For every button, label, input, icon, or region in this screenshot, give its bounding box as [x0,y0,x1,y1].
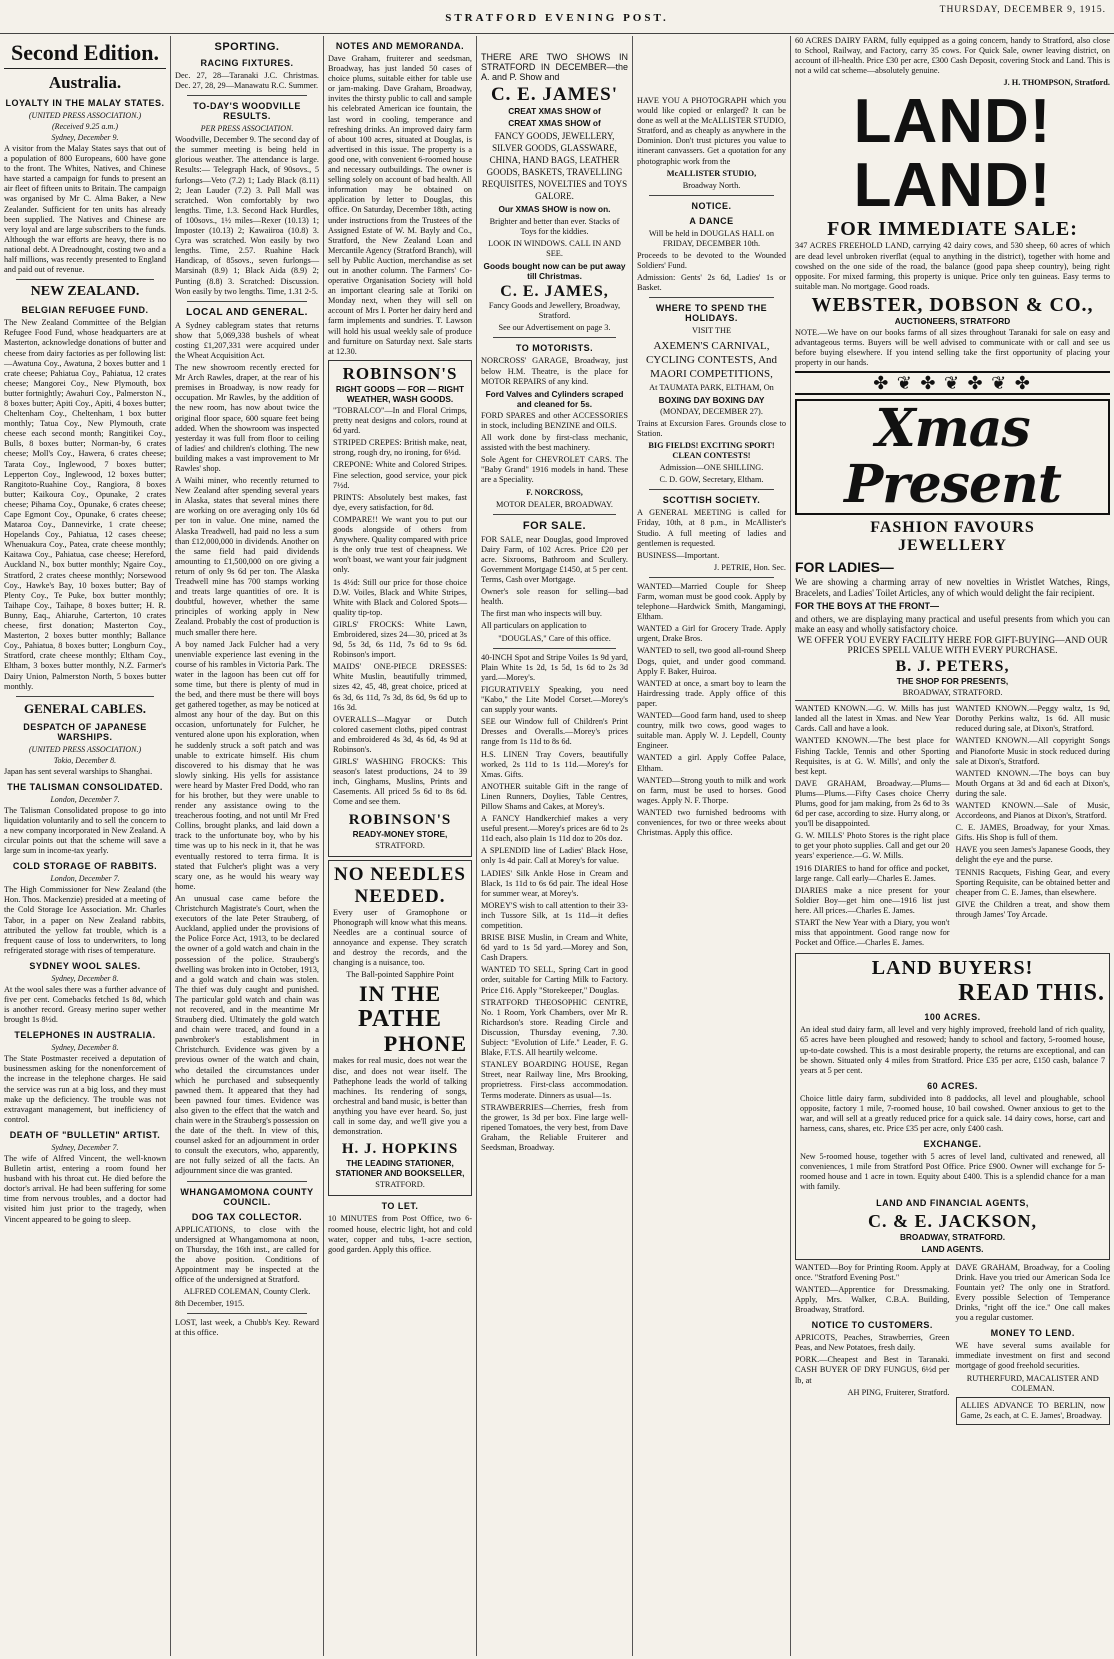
advert-line: The Ball-pointed Sapphire Point [346,970,454,980]
advert-subtitle: READY-MONEY STORE, [352,828,448,839]
jackson-name: C. & E. JACKSON, [867,1210,1037,1231]
acres60-body: Choice little dairy farm, subdivided into 8 paddocks, all level and ploughable, school opposite, factory 1 mile, 7-roomed house, 10 bail cowshed. Owner anxious to get to the war, and will sell at a greatly reduced price for a quick sale. 14 dairy cows, horse, cart and harness, cans, shares, etc. Price £35 per acre, only £400 cash. [800,1093,1105,1134]
fixtures-body: Dec. 27, 28—Taranaki J.C. Christmas. Dec. 27, 28, 29—Manawatu R.C. Summer. [175,71,319,91]
forsale-douglas: "DOUGLAS," Care of this office. [498,633,611,643]
article-heading: COLD STORAGE OF RABBITS. [12,861,158,872]
wanted-ad: WANTED at once, a smart boy to learn the Hairdressing trade. Apply office of this paper. [637,678,786,708]
wanted-known-right [956,704,1111,950]
ornament-border: ✤ ❦ ✤ ❦ ✤ ❦ ✤ [795,371,1110,395]
wanted-boy: WANTED—Boy for Printing Room. Apply at once. "Stratford Evening Post." [795,1262,950,1282]
advert-body: Every user of Gramophone or Phonograph will know what this means. Needles are a continual source of annoyance and expense. They scratch and destroy the records, and the changing is a nuisance, too. [333,907,467,968]
column-3 [324,36,476,1656]
bottom-right [956,1263,1111,1428]
forsale-first: The first man who inspects will buy. [481,609,602,619]
notice-body: APPLICATIONS, to close with the undersigned at Whangamomona at noon, on Thursday, the 16th inst., are called for the above position. Conditions of Appointment may be inspected at the office of the undersigned at Stratford. [175,1224,319,1285]
advert-title: NO NEEDLES NEEDED. [334,863,466,907]
boys-head: FOR THE BOYS AT THE FRONT— [795,600,939,611]
classified-ad: MOREY'S wish to call attention to their 33-inch Tussore Silk, at 1s 11d—it defies competition. [481,900,628,930]
tolet-body: 10 MINUTES from Post Office, two 6-roomed house, electric light, hot and cold water, copper and tubs, 1-acre section, good garden. Apply this office. [328,1214,472,1254]
advert-title: H. J. HOPKINS [341,1141,459,1158]
acres60-head: 60 ACRES. [927,1080,978,1091]
holidays-heading: WHERE TO SPEND THE HOLIDAYS. [655,303,768,324]
local-paragraph: The new showroom recently erected for Mr Arch Rawles, draper, at the rear of his premises in Broadway, is now ready for occupation. Mr Rawles, by the addition of the new room, has now about twice the original floor space, 600 square feet being added. When the showroom was inspected yesterday it was full from floor to ceiling of ladies' and children's clothing. The new building makes a vast improvement to Mr Rawles' shop. [175,363,319,473]
wanted-known-ad: G. W. MILLS' Photo Stores is the right place to get your photo supplies. Call and get our 20 years' experience.—G. W. Mills. [795,831,950,861]
article-body: Woodville, December 9. The second day of the summer meeting is being held in glorious weather. The attendance is large. Results:— Telegraph Hack, of 90sovs., 5 furlongs—Veto (7.2) 1; Lady Black (8.11) 2; Jean Lauder (7.2) 3. Pall Mall was scratched. Won comfortably by two lengths. Time, 1.3. Second Hack Hurdles, of 100sovs., 1½ miles—Rexer (10.13) 1; Imposter (10.13) 2; Kawaiiroa (10.8) 3. Cyra was scratched. Won easily by two lengths. Time, 2.57. Ruahine Hack Handicap, of 85sovs., seven furlongs—Marsinah (8.9) 1; Black Aida (8.9) 2; Punting (8.8) 3. Scratched: Discussion. Won easily by two lengths. Time, 1.31 2-5. [175,135,319,296]
column-2 [171,36,323,1656]
advert-body: makes for real music, does not wear the disc, and does not wear itself. The Pathephone leads the world of talking machines. Its rendering of songs, orchestral and band music, is better than anything you have ever heard. So, just call in some day, and we'll give you a demonstration. [333,1056,467,1137]
wanted-ad: WANTED to sell, two good all-round Sheep Dogs, quiet, and under good command. Apply F. Baker, Huiroa. [637,646,786,676]
acres100-head: 100 ACRES. [924,1012,981,1023]
scottish-business: BUSINESS—Important. [637,550,720,560]
forsale-owner: Owner's sole reason for selling—bad health. [481,587,628,607]
notice-heading: NOTICE. [691,200,732,211]
holidays-carnival: AXEMEN'S CARNIVAL, CYCLING CONTESTS, And MAORI COMPETITIONS, [645,339,778,380]
classified-ad: ANOTHER suitable Gift in the range of Linen Runners, Doylies, Table Centres, Pillow Shams and Cakes, at Morey's. [481,781,628,811]
article-heading: DESPATCH OF JAPANESE WARSHIPS. [23,721,147,742]
wanted-known-ad: WANTED KNOWN.—The boys can buy Mouth Organs at 3d and 6d each at Dixon's, during the sale. [955,768,1110,798]
wanted-ad: WANTED a Girl for Grocery Trade. Apply urgent, Drake Bros. [637,624,786,644]
classified-ad: STANLEY BOARDING HOUSE, Regan Street, near Railway line, Mrs Brooking, proprietress. First-class accommodation. Terms moderate. Dinners as usual—1s. [481,1060,628,1100]
wanted-known-ad: TENNIS Racquets, Fishing Gear, and every Sporting Requisite, can be obtained better and cheaper from C. E. James, than elsewhere. [955,867,1110,897]
classified-ad: WANTED TO SELL, Spring Cart in good order, suitable for Carting Milk to Factory. Price £16. Apply "Storekeeper," Douglas. [481,965,628,995]
norcross-spares: FORD SPARES and other ACCESSORIES in stock, including BENZINE and OILS. [481,410,628,430]
article-heading: LOYALTY IN THE MALAY STATES. [5,98,165,108]
article-heading: TELEPHONES IN AUSTRALIA. [14,1030,156,1041]
dateline: London, December 7. [50,794,120,804]
scottish-body: A GENERAL MEETING is called for Friday, 10th, at 8 p.m., in McAllister's Studio. A full meeting of ladies and gentlemen is requested. [637,508,786,548]
exchange-body: New 5-roomed house, together with 5 acres of level land, cultivated and renewed, all conveniences, 1 mile from Stratford Post Office. Price £900. Owner will exchange for 5-roomed house and 1 acre in town. Equity about £400. This is a splendid chance for a man with family. [800,1152,1105,1192]
webster-role: AUCTIONEERS, STRATFORD [894,315,1011,326]
dateline: Sydney, December 8. [51,973,119,983]
article-body: The New Zealand Committee of the Belgian Refugee Food Fund, whose headquarters are at Masterton, acknowledge donations of butter and cheese from dairy factories as per following list:—Awatuna Coy., Awatuna, 2 boxes butter and 1 crate cheese; Pahiatua Coy., Pahiatua, 12 crates cheese; Mangorei Coy., New Plymouth, box butter fortnightly; Awahuri Coy., Palmerston N., 8 boxes butter; Apiti Coy., Apiti, 4 boxes butter; Cheltenham Coy., Cheltenham, 1 box butter monthly; Tatua Coy., New Plymouth, crate cheese each second month; Rangitikei Coy., Bulls, 8 boxes butter; Norman-by, 6 crates cheese; Moll's Coy., Hawera, 6 crates cheese; Tarata Coy., Inglewood, 7 boxes butter; Lepperton Coy., Inglewood, 12 boxes butter; Rangitoto-Ruahine Coy., Rangiora, 8 boxes butter; Kaikoura Coy., Opunake, 2 crates cheese; Pihama Coy., Opunake, 6 crates cheese; Cape Egmont Coy., Opunake, 6 crates cheese; Mataroa Coy., Dannevirke, 1 crate cheese; Hopelands Coy., Pahiatua, 12 cases cheese; Whenuakura Coy., Patea, crate cheese monthly; Kaitawa Coy., Pahiatua, case cheese; Hereford, Auckland N., box butter monthly; Ngaire Coy., Stratford, 2 crates cheese monthly; Norsewood Coy., Hawke's Bay, 10 boxes butter; Bay of Plenty Coy., Te Puke, box butter monthly; Taihape Coy., Taihape, 8 boxes butter; H. R. Bunny, Eaq., Ahiaruhe, Carterton, 10 crates cheese, first donation; Masterton Coy., Masterton, 2 boxes butter monthly; Ballance Coy., Pahiatua, 8 boxes butter; Longburn Coy., Stratford, crate cheese monthly; Eltham Coy., Eltham, 3 boxes butter monthly, N.Z. Farmer's Dairy Union, Palmerston North, 5 boxes butter monthly. [4,318,166,691]
dateline: London, December 7. [50,874,120,884]
peters-name: B. J. PETERS, [895,657,1010,675]
boys-body: and others, we are displaying many practical and useful presents from which you can make an easy and wholly satisfactory choice. [795,613,1110,634]
classified-ad: A FANCY Handkerchief makes a very useful present.—Morey's prices are 6d to 2s 11d each, also plain 1s 11d doz to 20s doz. [481,814,628,844]
wanted-list [637,582,786,838]
wanted-ad: WANTED—Strong youth to milk and work on farm, must be used to horses. Good wages. Apply N. F. Thorpe. [637,775,786,805]
james-see: See our Advertisement on page 3. [498,323,611,333]
dance-heading: A DANCE [689,215,734,226]
australia-heading: Australia. [48,73,122,92]
article-heading: BELGIAN REFUGEE FUND. [21,305,149,316]
james-stocks: Brighter and better than ever. Stacks of Toys for the kiddies. [489,216,620,236]
article-body: The Talisman Consolidated propose to go into liquidation voluntarily and to sell the concern to a new company incorporated in New Zealand. A circular points out that the scheme will save a large sum in income-tax yearly. [4,805,166,856]
article-body: The High Commissioner for New Zealand (the Hon. Thos. Mackenzie) presided at a meeting of the Cold Storage Ice Association. Mr. Charles Tabor, in a paper on New Zealand rabbits, attributed the yellow fat trouble, which is a frequent cause of loss to underwriters, to long refrigerated storage with rises of temperature. [4,885,166,955]
robinson-item: COMPARE!! We want you to put our goods alongside of others from Anywhere. Quality compared with price is the only true test of cheapness. We won't boast, we want your fair judgment only. [333,514,467,575]
money-sign: RUTHERFURD, MACALISTER AND COLEMAN. [966,1373,1099,1393]
scottish-heading: SCOTTISH SOCIETY. [662,495,761,506]
james-name: C. E. JAMES' [490,84,619,106]
holidays-trains: Trains at Excursion Fares. Grounds close to Station. [637,418,786,438]
advert-subtitle: RIGHT GOODS — FOR — RIGHT WEATHER, WASH GOODS. [335,383,465,404]
robinson-item: OVERALLS—Magyar or Dutch colored casement cloths, piped contrast and embroidered 4s 3d, 4s 6d, 4s 9d at Robinson's. [333,714,467,754]
buyers-read: READ THIS. [958,980,1105,1007]
classified-ad: LADIES' Silk Ankle Hose in Cream and Black, 1s 11d to 6s 6d pair. The ideal Hose for summer wear, at Morey's. [481,868,628,898]
article-body: At the wool sales there was a further advance of five per cent. Comebacks fetched 1s 8d, which is another record. Greasy merino super wether brought 1s 8½d. [4,984,166,1025]
press-source: (UNITED PRESS ASSOCIATION.) [28,111,142,120]
james-look: LOOK IN WINDOWS. CALL IN AND SEE. [488,238,621,258]
james-put-away: Goods bought now can be put away till Christmas. [483,260,626,282]
acres100-body: An ideal stud dairy farm, all level and very highly improved, freehold land of rich quality, 65 acres have been ploughed and resowed; handy to school and factory, 5-roomed house, up-to-date cowshed. This is a most desirable property, the returns are exceptional, and can be shown. Situated only 4 miles from Stratford. Price £35 per acre, £150 cash, balance 7 years at 5 per cent. [800,1025,1105,1075]
notice-customers-head: NOTICE TO CUSTOMERS. [811,1320,933,1331]
notes-heading: NOTES AND MEMORANDA. [335,41,465,51]
received-time: (Received 9.25 a.m.) [52,122,118,131]
article-body: The State Postmaster received a deputation of businessmen asking for the nonenforcement of the increase in the telephone charges. He said the service was run at a big loss, and they must make up the deficiency. The trouble was not extravagant management, but inefficiency of control. [4,1054,166,1124]
article-heading: SYDNEY WOOL SALES. [29,960,141,971]
sporting-heading: SPORTING. [214,41,280,53]
pork-sign: AH PING, Fruiterer, Stratford. [847,1387,950,1397]
dance-body: Will be held in DOUGLAS HALL on FRIDAY, DECEMBER 10th. [648,228,775,248]
robinson-advert [328,360,472,857]
photo-body: HAVE YOU A PHOTOGRAPH which you would like copied or enlarged? It can be done as well at the McALLISTER STUDIO, Stratford, and as cheaply as anywhere in the Dominion. Don't trust pictures you value to itinerant canvassers. Get a quotation for any photographic work from the [637,96,786,166]
classified-ad: H.S. LINEN Tray Covers, beautifully worked, 2s 11d to 1s 11d.—Morey's for Xmas. Gifts. [481,749,628,779]
wanted-ad: WANTED two furnished bedrooms with conveniences, for two or three weeks about Christmas. Apply this office. [637,807,786,838]
buyers-head: LAND BUYERS! [871,957,1034,980]
motorists-heading: TO MOTORISTS. [515,343,594,354]
exchange-head: EXCHANGE. [923,1139,982,1150]
robinson-item: PRINTS: Absolutely best makes, fast dye, every satisfaction, for 8d. [333,492,467,512]
robinson-item: STRIPED CREPES: British make, neat, strong, rough dry, no ironing, for 6½d. [333,438,467,458]
for-ladies: FOR LADIES— [795,559,894,576]
dateline: Sydney, December 8. [51,1043,119,1053]
wanted-ad: WANTED a girl. Apply Coffee Palace, Eltham. [637,753,786,773]
advert-line: IN THE [358,981,441,1007]
holidays-at: At TAUMATA PARK, ELTHAM, On [649,382,774,392]
peters-addr: BROADWAY, STRATFORD. [902,688,1003,698]
bottom-adverts [795,1263,1110,1428]
robinson-item: MAIDS' ONE-PIECE DRESSES: White Muslin, beautifully trimmed, sizes 42, 45, 48, great choice, priced at 6s 3d, 6s 11d, 7s 3d, 8s 6d, 9s 6d up to 16s 3d. [333,662,467,712]
robinson-item: 1s 4½d: Still our price for those choice D.W. Voiles, Black and White Stripes, White with Black and Colored Spots—quality tip-top. [333,577,467,617]
landagents-head: LAND AND FINANCIAL AGENTS, [876,1197,1029,1208]
press-source: PER PRESS ASSOCIATION. [200,124,294,134]
cables-heading: GENERAL CABLES. [23,700,147,716]
column-1 [0,36,170,1656]
wanted-known-ad: DAVE GRAHAM, Broadway.—Plums—Plums—Plums.—Fifty Cases choice Cherry Plums, good for jam making, from 2s 6d to 3s 6d per case, according to size. Hurry along, or you'll be disappointed. [795,778,950,829]
article-heading: TO-DAY'S WOODVILLE RESULTS. [193,101,301,122]
land-body: 347 ACRES FREEHOLD LAND, carrying 42 dairy cows, and 530 sheep, 60 acres of which are dead level unbroken riverflat (equal to anything in the district), together with home and cowshed on the one side of the road, the balance (good papa sheep country), being right opposite. For mixed farming, this property is unique. Price only ten guineas. Easy terms to suitable man. No mortgage. Good roads. [795,241,1110,291]
photo-addr: Broadway North. [682,180,741,190]
article-heading: THE TALISMAN CONSOLIDATED. [7,781,163,792]
forsale-body: FOR SALE, near Douglas, good Improved Dairy Farm, of 102 Acres. Price £20 per acre. Sixrooms, Bathroom and Scullery. Government Mortgage £1450, at 5 per cent. Terms, Cash over Mortgage. [481,534,628,585]
wanted-known-ad: DIARIES make a nice present for your Soldier Boy—get him one—1916 list just here. All prices.—Charles E. James. [795,885,950,915]
local-paragraph: A Waihi miner, who recently returned to New Zealand after spending several years in Alaska, states that several mines there are working on ore averaging only 10s 6d per ton in value. One mine, named the Alaska Treadwell, had paid no less a sum than £12,000,000 in dividends. Another on the same field had paid dividends amounting to £1,500,000 on ore giving a return of only 9s 6d per ton. The Alaska Treadwell mine has 700 stamps working and treats large quantities of ore. It is doubtful, however, whether the same principles of working apply in New Zealand. Probably the cost of production is much smaller there here. [175,476,319,637]
article-body: The wife of Alfred Vincent, the well-known Bulletin artist, entering a room found her husband with his throat cut. He died before the doctor's arrival. He had been suffering for some time from nervous troubles, and a doctor had visited him just prior to the tragedy, when Vincent appeared to be going to sleep. [4,1153,166,1224]
wanted-known-left [795,704,950,950]
dateline: Tokio, December 8. [53,755,117,765]
dairy-body: 60 ACRES DAIRY FARM, fully equipped as a going concern, handy to Stratford, also close to School, Railway, and Factory, carry 35 cows. For Quick Sale, owner leaving district, on account of ill-health. Price £30 per acre, £300 Cash Deposit, covering Stock and Land. This is not a wild cat scheme—absolutely genuine. [795,36,1110,76]
norcross-ford: Ford Valves and Cylinders scraped and cleaned for 5s. [485,388,624,409]
notes-body: Dave Graham, fruiterer and seedsman, Broadway, has just landed 50 cases of choice plums, suitable either for table use or jam-making. Dave Graham, Broadway, invites the thirsty public to call and sample his celebrated American ice fountain, the last word in cooling, temperance and refreshing drinks. An improved dairy farm of about 100 acres, situated at Douglas, is advertised in this issue. The property is a good one, with convenient 6-roomed house and necessary outbuildings. The owner is selling solely on account of bad health. All information may be obtained on application by letter to Douglas, this office. On Saturday, December 18th, acting under instructions from the Trustees of the Assigned Estate of W. M. Bayly and Co., Stratford, the New Zealand Loan and Mercantile Agency (Stratford Branch), will sell by Public Auction, merchandise as set out in another column. The Farmers' Co-operative Organisation Society will hold an important clearing sale at Toriki on Monday next, when they will sell on account of Mrs I. Porter her dairy herd and farm implements and sundries. T. Lawson will hold his usual weekly sale of produce and furniture on Saturday next. Sale starts at 12.30. [328,54,472,356]
pathe-advert [328,860,472,1197]
norcross-dealer: MOTOR DEALER, BROADWAY. [496,499,613,509]
newspaper-title: STRATFORD EVENING POST. [445,12,669,24]
nz-heading: NEW ZEALAND. [30,284,140,300]
advert-line: PATHE [357,1006,443,1033]
wanted-known-ad: WANTED KNOWN.—G. W. Mills has just landed all the latest in Xmas. and New Year Cards. Call and have a look. [795,704,950,734]
robinson-item: GIRLS' WASHING FROCKS: This season's latest productions, 24 to 39 inch, Ginghams, Muslins, Prints and Casements. All priced 5s 6d to 8s 6d. Come and see them. [333,757,467,807]
wanted-known-ad: C. E. JAMES, Broadway, for your Xmas. Gifts. His Shop is full of them. [955,823,1110,843]
robinson-item: "TOBRALCO"—In and Floral Crimps, pretty neat designs and colors, round at 6d yard. [333,406,467,436]
classified-ad: BRISE BISE Muslin, in Cream and White, 6d yard to 1s 5d yard.—Morey and Son, Cash Drapers. [481,933,628,963]
money-body: WE have several sums available for immediate investment on first and second mortgage of good freehold securities. [955,1341,1110,1371]
shows-line: THERE ARE TWO SHOWS IN STRATFORD IN DECEMBER—the A. and P. Show and [481,52,628,83]
jewellery-line: JEWELLERY [898,537,1007,555]
wanted-known-ad: WANTED KNOWN.—Peggy waltz, 1s 9d, Dorothy Perkins waltz, 1s 6d. All music reduced during sale, at Dixon's, Stratford. [955,704,1110,734]
holidays-boxing: BOXING DAY BOXING DAY [658,394,765,405]
land-buyers-advert [795,953,1110,1259]
column-6 [791,36,1114,1656]
article-heading: DOG TAX COLLECTOR. [191,1211,303,1222]
wanted-known-block [795,700,1110,950]
jackson-role: LAND AGENTS. [921,1243,984,1254]
advert-title: ROBINSON'S [348,811,452,828]
pork: PORK.—Cheapest and Best in Taranaki. CASH BUYER OF DRY FUNGUS, 6½d per lb, at [795,1355,950,1385]
classified-ad: SEE our Window full of Children's Print Dresses and Overalls.—Morey's prices range from 1s 11d to 8s 6d. [481,717,628,747]
classified-list [481,653,628,1153]
dance-proceeds: Proceeds to be devoted to the Wounded Soldiers' Fund. [637,251,786,271]
advert-title: ROBINSON'S [342,363,458,383]
notice-signature: ALFRED COLEMAN, County Clerk. [183,1287,311,1297]
wanted-ad: WANTED—Married Couple for Sheep Farm, woman must be good cook. Apply by telephone—Hardwick Smith, Mangamingi, Eltham. [637,581,786,622]
wanted-known-ad: GIVE the Children a treat, and show them through James' Toy Arcade. [955,899,1110,919]
local-general-heading: LOCAL AND GENERAL. [186,306,308,318]
dateline: Sydney, December 7. [51,1142,119,1152]
wanted-known-ad: WANTED KNOWN.—The best place for Fishing Tackle, Tennis and other Sporting Requisites, is at G. W. Mills', and only the best kept. [795,736,950,776]
james-goods: FANCY GOODS, JEWELLERY, SILVER GOODS, GLASSWARE, CHINA, HAND BAGS, LEATHER GOODS, BASKETS, TRAVELLING REQUISITES, NOVELTIES and TOYS GALORE. [481,131,628,202]
apricots: APRICOTS, Peaches, Strawberries, Green Peas, and New Potatoes, fresh daily. [795,1333,950,1353]
norcross-agent: Sole Agent for CHEVROLET CARS. The "Baby Grand" 1916 models in hand. These are a Speciality. [481,455,628,485]
article-heading: DEATH OF "BULLETIN" ARTIST. [9,1129,161,1140]
dateline: Sydney, December 9. [51,133,119,142]
fixtures-heading: RACING FIXTURES. [200,58,294,68]
edition-heading: Second Edition. [4,40,166,69]
column-5 [633,36,790,1656]
norcross-sign: F. NORCROSS, [526,487,583,497]
wanted-dress: WANTED—Apprentice for Dressmaking. Apply, Mrs. Walker, C.B.A. Building, Broadway, Stratford. [795,1284,950,1315]
land-headline: LAND! LAND! [853,87,1052,221]
dance-admission: Admission: Gents' 2s 6d, Ladies' 1s or Basket. [637,273,786,293]
wanted-known-ad: HAVE you seen James's Japanese Goods, they delight the eye and the purse. [955,845,1110,865]
masthead [0,0,1114,34]
xmas-present-title: Xmas Present [795,399,1110,515]
holidays-sign: C. D. GOW, Secretary, Eltham. [659,475,764,485]
wanted-ad: WANTED—Good farm hand, used to sheep country, milk two cows, good wages to suitable man. Apply W. J. Lepdell, County Engineer. [637,711,786,751]
advert-line: PHONE [383,1031,467,1057]
notice-date: 8th December, 1915. [175,1299,245,1309]
local-paragraph: A Sydney cablegram states that returns show that 5,069,338 bushels of wheat costing £1,207,331 were acquired under the Wheat Acquisition Act. [175,320,319,360]
classified-ad: 40-INCH Spot and Stripe Voiles 1s 9d yard, Plain White 1s 2d, 1s 5d, 1s 6d to 2s 3d yard.—Morey's. [481,652,628,682]
forsale-heading: FOR SALE. [522,519,587,532]
ladies-body: We are showing a charming array of new novelties in Wristlet Watches, Rings, Bracelets, and Ladies' Toilet Articles, any of which would delight the fair recipient. [795,577,1110,598]
land-sale: FOR IMMEDIATE SALE: [827,218,1078,241]
issue-date: THURSDAY, DECEMBER 9, 1915. [939,5,1106,15]
holidays-visit: VISIT THE [691,326,732,336]
bottom-left [795,1263,950,1428]
article-body: A visitor from the Malay States says that out of a population of 800 Europeans, 600 have gone to the front. The Whites, Natives, and Chinese have started a campaign for funds to present an air fleet of fifteen units to Britain. The campaign was organised by Mr C. Alma Baker, a New Zealander. Sufficient for ten units has already been supplied. The Natives and Chinese are very loyal and are large subscribers to the funds. Although the war efforts are heavy, there is no national debt. A Dreadnought, costing two and a half millions, was recently presented to England and paid out of revenue. [4,144,166,275]
wanted-known-ad: START the New Year with a Diary, you won't miss that appointment. Good range now for Pocket and Office.—Charles E. James. [795,918,950,948]
webster-note: NOTE.—We have on our books farms of all sizes throughout Taranaki for sale on easy and advantageous terms. Buyers will be well advised to communicate with or call and see us before buying elsewhere. If you intend selling take the first opportunity of placing your property in our hands. [795,328,1110,368]
robinson-item: GIRLS' FROCKS: White Lawn, Embroidered, sizes 24—30, priced at 3s 9d, 5s 3d, 6s 11d, 7s 6d to 9s 6d. Robinson's import. [333,619,467,660]
allies-advert: ALLIES ADVANCE TO BERLIN, now Game, 2s each, at C. E. James', Broadway. [956,1397,1111,1425]
jackson-addr: BROADWAY, STRATFORD. [899,1231,1006,1242]
graham-drink: DAVE GRAHAM, Broadway, for a Cooling Drink. Have you tried our American Soda Ice Fountain yet? The only one in Stratford. Every possible Selection of Temperance Drinks, "right off the ice." One call makes you a regular customer. [955,1262,1110,1323]
advert-place: STRATFORD. [375,840,425,850]
wanted-known-ad: WANTED KNOWN.—Sale of Music, Accordeons, and Pianos at Dixon's, Stratford. [955,801,1110,821]
advert-subtitle: THE LEADING STATIONER, STATIONER AND BOOKSELLER, [335,1158,465,1179]
photo-studio: McALLISTER STUDIO, [666,168,757,178]
local-paragraph: A boy named Jack Fulcher had a very unenviable experience last evening in the course of his rambles in Victoria Park. The water in the lagoon has been cut off for some time, but there is plenty of mud in the bed, and there must be there will boys get gathered together, as may be noticed at almost any hour of the day. But on this occasion, unfortunately for Fulcher, he ventured alone upon his exploration, when he suddenly struck a soft patch and was unable to extricate himself. His chum discovered to his dismay that he was slowly sinking. His yells for assistance were heard by Master Fred Dodd, who ran for his brother, but they were unable to render any assistance owing to the treacherous footing, and not until Mr Fred Collins, brought planks, and laid down a track to the unfortunate boy, who by his time was up to his neck in it, that he was eventually restored to terra firma. It is stated that Fulcher's plight was a very scary one, as he would his weary way home. [175,639,319,891]
webster-name: WEBSTER, DOBSON & CO., [811,293,1094,316]
robinson-item-list [333,406,467,808]
classified-ad: STRAWBERRIES—Cherries, fresh from the grower, 1s 3d per box. Fine large well-ripened Tomatoes, the very best, from Dave Graham, the Reliable Fruiterer and Seedsman, Broadway. [481,1102,628,1152]
james-xmas: CREAT XMAS SHOW of [508,118,601,129]
tolet-heading: TO LET. [381,1201,419,1212]
money-head: MONEY TO LEND. [990,1328,1075,1339]
wanted-known-ad: 1916 DIARIES to hand for office and pocket, large range. Call early—Charles E. James. [795,863,950,883]
james-xmas: CREAT XMAS SHOW of [508,106,601,117]
fashion-line: FASHION FAVOURS [870,519,1035,537]
council-heading: WHANGAMOMONA COUNTY COUNCIL. [180,1186,314,1207]
lost-notice: LOST, last week, a Chubb's Key. Reward at this office. [175,1318,319,1338]
column-4 [477,36,632,1656]
local-paragraph: An unusual case came before the Christchurch Magistrate's Court, when the executors of the late Peter Strauberg, of Auckland, applied under the provisions of the Police Force Act, 1913, to be declared the owner of a gold watch and chain in the possession of the police. Strauberg's dwelling was broken into in October, 1913, and a gold watch and chain was stolen. The thief was duly caught and punished. The particular gold watch and chain was not recovered, and in the meantime Mr Strauberg died. Ultimately the gold watch and chain were traced, and found in a pawnbroker's establishment in Christchurch. Evidence was given by a previous owner of the watch and chain, who detailed the circumstances under which he purchased and subsequently pawned them. It appeared that they had been pawned four times. Evidence was also given to the effect that the watch and chain were in the Strauberg's possession on the date of the theft. In view of this, counsel asked for an adjournment in order to consult the executors, who, apparently, are not fully seized of all the facts. An adjournment since die was granted. [175,893,319,1176]
press-source: (UNITED PRESS ASSOCIATION.) [28,744,142,754]
holidays-fields: BIG FIELDS! EXCITING SPORT! CLEAN CONTESTS! [648,440,775,461]
wanted-known-ad: WANTED KNOWN.—All copyright Songs and Pianoforte Music in stock reduced during sale at Dixon's, Stratford. [955,736,1110,766]
classified-ad: A SPLENDID line of Ladies' Black Hose, only 1s 4d pair. Call at Morey's for value. [481,846,628,866]
norcross-body: NORCROSS' GARAGE, Broadway, just below H.M. Theatre, is the place for MOTOR REPAIRS of any kind. [481,356,628,386]
holidays-admission: Admission—ONE SHILLING. [659,463,764,473]
norcross-work: All work done by first-class mechanic, assisted with the best machinery. [481,433,628,453]
forsale-apply: All particulars on application to [481,621,587,631]
advert-place: STRATFORD. [375,1180,425,1190]
holidays-monday: (MONDAY, DECEMBER 27). [660,406,763,416]
article-body: Japan has sent several warships to Shanghai. [4,766,153,776]
dairy-sign: J. H. THOMPSON, Stratford. [1003,78,1110,88]
james-show: Our XMAS SHOW is now on. [498,204,611,215]
peters-sub: THE SHOP FOR PRESENTS, [896,675,1009,686]
robinson-item: CREPONE: White and Colored Stripes. Fine selection, good service, your pick 7½d. [333,460,467,490]
classified-ad: STRATFORD THEOSOPHIC CENTRE, No. 1 Room, York Chambers, over Mr R. Richardson's store. Reading Circle and Discussion, Thursday evening, 7.30. Subject: "Evolution of Life." Leader, F. G. Blake, F.T.S. All heartily welcome. [481,997,628,1058]
scottish-sign: J. PETRIE, Hon. Sec. [713,562,786,572]
classified-ad: FIGURATIVELY Speaking, you need "Kabo," the Lite Model Corset.—Morey's can supply your wants. [481,684,628,715]
james-signature: C. E. JAMES, [500,283,609,301]
james-fancy: Fancy Goods and Jewellery, Broadway, Stratford. [488,301,621,321]
facility: WE OFFER YOU EVERY FACILITY HERE FOR GIFT-BUYING—AND OUR PRICES SPELL VALUE WITH EVERY PURCHASE. [797,635,1108,656]
